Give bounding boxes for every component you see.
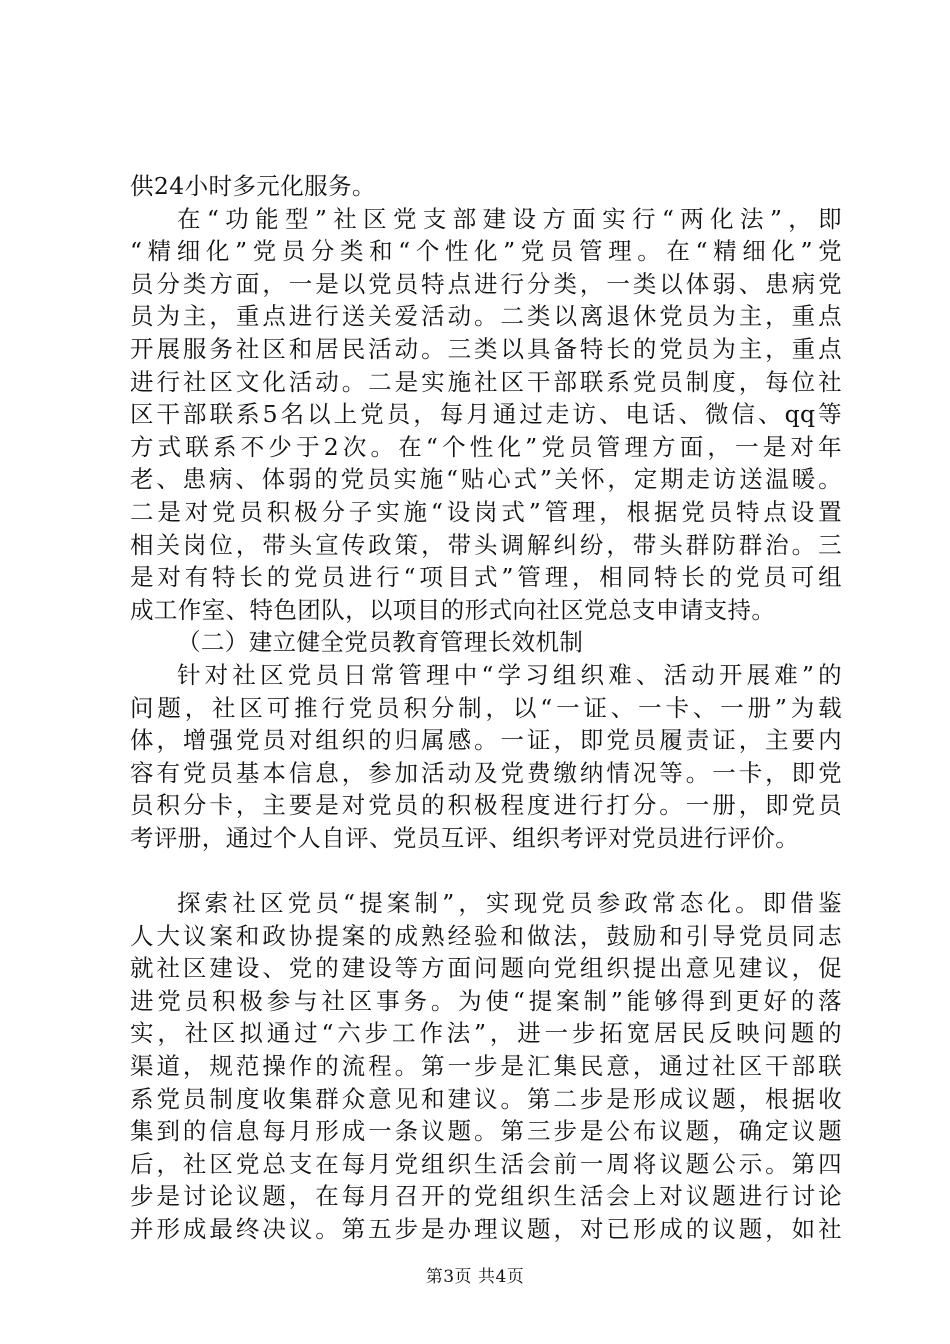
paragraph-2	[130, 203, 842, 627]
text-line: 员分类方面，一是以党员特点进行分类，一类以体弱、患病党	[130, 269, 842, 298]
text-line: 在“功能型”社区党支部建设方面实行“两化法”，即	[177, 204, 842, 233]
paragraph-1	[130, 170, 842, 203]
text-line: 进党员积极参与社区事务。为使“提案制”能够得到更好的落	[130, 986, 842, 1015]
text-line: 成工作室、特色团队，以项目的形式向社区党总支申请支持。	[130, 595, 776, 624]
text-line: 针对社区党员日常管理中“学习组织难、活动开展难”的	[177, 660, 842, 689]
text-line: 后，社区党总支在每月党组织生活会前一周将议题公示。第四	[130, 1149, 842, 1178]
text-line: 集到的信息每月形成一条议题。第三步是公布议题，确定议题	[130, 1117, 842, 1146]
section-heading-text: （二）建立健全党员教育管理长效机制	[177, 628, 584, 657]
text-line: 相关岗位，带头宣传政策，带头调解纠纷，带头群防群治。三	[130, 530, 842, 559]
paragraph-spacer	[130, 854, 842, 887]
text-line: 员积分卡，主要是对党员的积极程度进行打分。一册，即党员	[130, 791, 842, 820]
text-line: 探索社区党员“提案制”，实现党员参政常态化。即借鉴	[177, 889, 842, 918]
text-line: 考评册，通过个人自评、党员互评、组织考评对党员进行评价。	[130, 823, 800, 852]
text-line: 渠道，规范操作的流程。第一步是汇集民意，通过社区干部联	[130, 1052, 842, 1081]
page-number-footer: 第3页 共4页	[425, 1267, 525, 1287]
section-heading	[130, 626, 842, 659]
document-body	[130, 170, 842, 1246]
text-line: 开展服务社区和居民活动。三类以具备特长的党员为主，重点	[130, 334, 842, 363]
text-line: 容有党员基本信息，参加活动及党费缴纳情况等。一卡，即党	[130, 758, 842, 787]
text-line: 方式联系不少于2次。在“个性化”党员管理方面，一是对年	[130, 432, 842, 461]
paragraph-3	[130, 659, 842, 855]
text-line: 进行社区文化活动。二是实施社区干部联系党员制度，每位社	[130, 367, 842, 396]
text-line: 是对有特长的党员进行“项目式”管理，相同特长的党员可组	[130, 563, 842, 592]
text-line: 并形成最终决议。第五步是办理议题，对已形成的议题，如社	[130, 1215, 842, 1243]
text-line: 就社区建设、党的建设等方面问题向党组织提出意见建议，促	[130, 954, 842, 983]
text-line: 问题，社区可推行党员积分制，以“一证、一卡、一册”为载	[130, 693, 842, 722]
text-line: 人大议案和政协提案的成熟经验和做法，鼓励和引导党员同志	[130, 921, 842, 950]
text-line: 二是对党员积极分子实施“设岗式”管理，根据党员特点设置	[130, 497, 842, 526]
paragraph-4	[130, 887, 842, 1246]
text-line: “精细化”党员分类和“个性化”党员管理。在“精细化”党	[130, 237, 842, 266]
text-line: 系党员制度收集群众意见和建议。第二步是形成议题，根据收	[130, 1084, 842, 1113]
text-line: 步是讨论议题，在每月召开的党组织生活会上对议题进行讨论	[130, 1182, 842, 1211]
text-line: 实，社区拟通过“六步工作法”，进一步拓宽居民反映问题的	[130, 1019, 842, 1048]
text-line: 员为主，重点进行送关爱活动。二类以离退休党员为主，重点	[130, 302, 842, 331]
text-line: 供24小时多元化服务。	[130, 172, 376, 200]
text-line: 体，增强党员对组织的归属感。一证，即党员履责证，主要内	[130, 726, 842, 755]
text-line: 老、患病、体弱的党员实施“贴心式”关怀，定期走访送温暖。	[130, 465, 842, 494]
text-line: 区干部联系5名以上党员，每月通过走访、电话、微信、qq等	[130, 400, 842, 429]
